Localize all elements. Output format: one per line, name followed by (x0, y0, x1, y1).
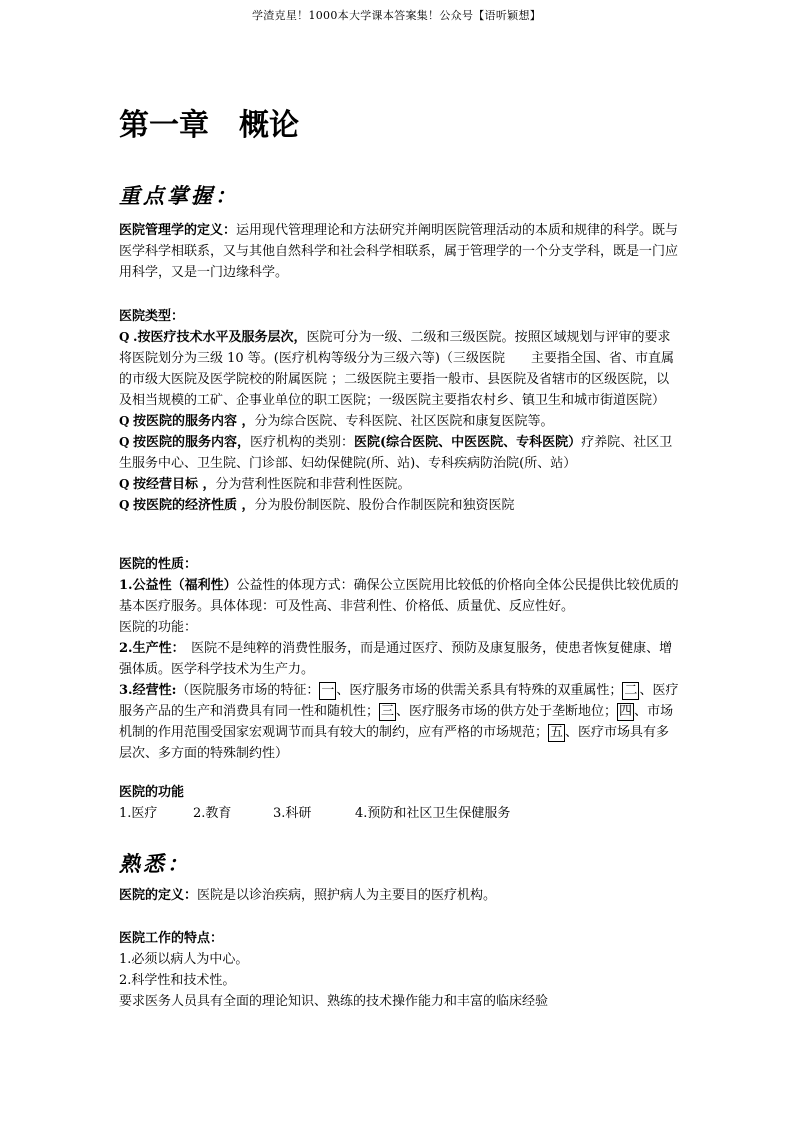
function-item: 4.预防和社区卫生保健服务 (355, 806, 511, 821)
function-item: 2.教育 (193, 806, 232, 821)
type-item: Q .按医疗技术水平及服务层次，医院可分为一级、二级和三级医院。按照区域规划与评审的要求将医院划分为三级 10 等。(医疗机构等级分为三级六等)（三级医院 主要指全国、省、市直属的市级大医院及医学院校的附属医院 ；二级医院主要指一般市、县医院及省辖市的区级医院，以及相当规模的工矿、企事业单位的职工医院；一级医院主要指农村乡、镇卫生和城市街道医院） (119, 327, 679, 411)
hospital-definition-term: 医院的定义： (119, 888, 198, 903)
work-item: 要求医务人员具有全面的理论知识、熟练的技术操作能力和丰富的临床经验 (119, 994, 549, 1009)
type-item: Q 按医院的服务内容，医疗机构的类别：医院(综合医院、中医医院、专科医院）疗养院、社区卫生服务中心、卫生院、门诊部、妇幼保健院(所、站)、专科疾病防治院(所、站） (119, 432, 679, 474)
bullet-icon: Q (119, 435, 130, 449)
type-item: Q 按经营目标 ，分为营利性医院和非营利性医院。 (119, 474, 679, 495)
nature-public-welfare: 1.公益性（福利性）公益性的体现方式：确保公立医院用比较低的价格向全体公民提供比较优质的基本医疗服务。具体体现：可及性高、非营利性、价格低、质量优、反应性好。 (119, 578, 679, 614)
types-heading: 医院类型： (119, 309, 185, 324)
page-header: 学渣克星！1000本大学课本答案集！公众号【语听颖想】 (251, 9, 542, 22)
work-heading: 医院工作的特点： (119, 931, 224, 946)
definition-paragraph (119, 220, 679, 283)
numeral-box: 二 (624, 683, 638, 698)
nature-heading: 医院的性质： (119, 557, 198, 572)
bullet-icon: Q (119, 330, 130, 344)
work-item: 2.科学性和技术性。 (119, 973, 236, 988)
hospital-definition (119, 885, 679, 906)
bullet-icon: Q (119, 477, 130, 491)
nature-functions-label: 医院的功能： (119, 620, 198, 635)
type-item: Q 按医院的经济性质 ，分为股份制医院、股份合作制医院和独资医院 (119, 495, 679, 516)
numeral-box: 三 (381, 704, 395, 719)
work-characteristics (119, 928, 679, 1012)
hospital-types (119, 306, 679, 516)
chapter-title (119, 100, 299, 144)
nature-productive: 2.生产性： 医院不是纯粹的消费性服务，而是通过医疗、预防及康复服务，使患者恢复健康、增强体质。医学科学技术为生产力。 (119, 641, 673, 677)
hospital-nature (119, 554, 679, 764)
chapter-number: 第一章 (119, 108, 209, 143)
chapter-name: 概论 (239, 108, 299, 143)
hospital-definition-text: 医院是以诊治疾病，照护病人为主要目的医疗机构。 (197, 888, 497, 903)
numeral-box: 一 (321, 683, 335, 698)
bullet-icon: Q (119, 498, 130, 512)
type-item: Q 按医院的服务内容 ，分为综合医院、专科医院、社区医院和康复医院等。 (119, 411, 679, 432)
definition-term: 医院管理学的定义： (119, 223, 237, 238)
familiar-heading: 熟悉： (119, 851, 191, 876)
nature-operational: 3.经营性:（医院服务市场的特征： 一 、医疗服务市场的供需关系具有特殊的双重属性； 二 、医疗服务产品的生产和消费具有同一性和随机性； 三 、医疗服务市场的供方处于垄断地位； 四 、市场机制的作用范围受国家宏观调节而具有较大的制约，应有严格的市场规范； 五 、医疗市场具有多层次、多方面的特殊制约性） (119, 683, 679, 761)
functions-heading: 医院的功能 (119, 785, 185, 800)
work-item: 1.必须以病人为中心。 (119, 952, 249, 967)
numeral-box: 四 (619, 704, 633, 719)
numeral-box: 五 (550, 725, 564, 740)
function-item: 1.医疗 (119, 806, 158, 821)
definition-text: 运用现代管理理论和方法研究并阐明医院管理活动的本质和规律的科学。既与医学科学相联系，又与其他自然科学和社会科学相联系，属于管理学的一个分支学科，既是一门应用科学，又是一门边缘科学。 (119, 223, 679, 280)
functions-list (119, 803, 679, 824)
bullet-icon: Q (119, 414, 130, 428)
hospital-functions (119, 782, 679, 824)
function-item: 3.科研 (273, 806, 312, 821)
key-points-heading: 重点掌握： (119, 183, 239, 208)
